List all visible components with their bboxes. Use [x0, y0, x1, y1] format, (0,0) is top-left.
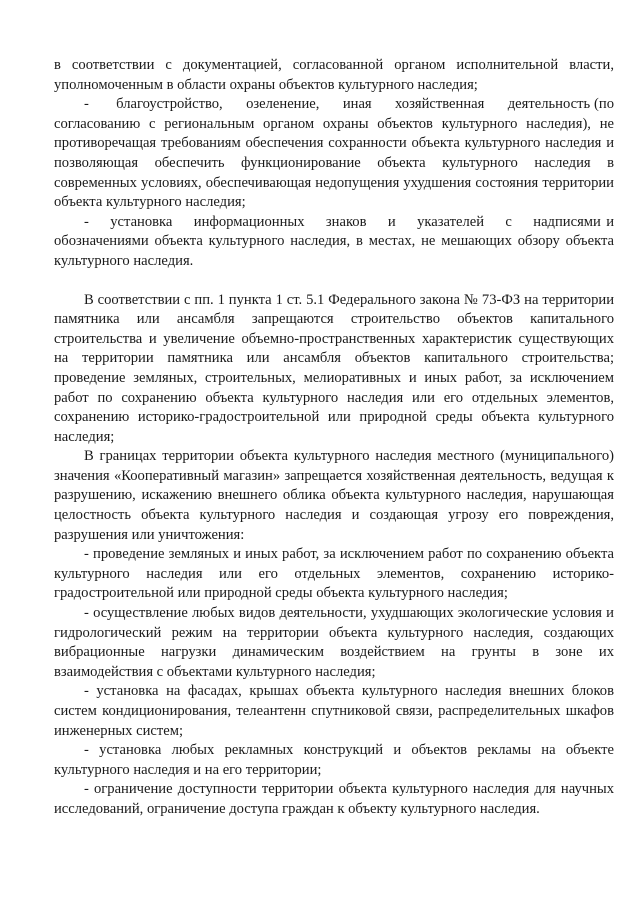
paragraph-continuation: в соответствии с документацией, согласованной органом исполнительной власти, уполномоченным в области охраны объектов культурного наследия; — [54, 57, 614, 93]
list-item-ecology: - осуществление любых видов деятельности, ухудшающих экологические условия и гидрологический режим на территории объекта культурного наследия, создающих вибрационные нагрузки динамическим воздействием на грунты в зоне их взаимодействия с объектами культурного наследия; — [54, 605, 614, 680]
paragraph-gap — [54, 272, 614, 291]
paragraph-federal-law: В соответствии с пп. 1 пункта 1 ст. 5.1 Федерального закона № 73-ФЗ на территории памятника или ансамбля запрещаются строительство объектов капитального строительства и увеличение объемно-пространственных характеристик существующих на территории памятника или ансамбля объектов капитального строительства; проведение земляных, строительных, мелиоративных и иных работ, за исключением работ по сохранению объекта культурного наследия или его отдельных элементов, сохранению историко-градостроительной или природной среды объекта культурного наследия; — [54, 291, 614, 445]
list-item-signage: - установка информационных знаков и указателей с надписями и обозначениями объекта культурного наследия, в местах, не мешающих обзору объекта культурного наследия. — [54, 213, 618, 269]
list-item-advertising: - установка любых рекламных конструкций и объектов рекламы на объекте культурного наследия и на его территории; — [54, 742, 614, 778]
list-item-access: - ограничение доступности территории объекта культурного наследия для научных исследований, ограничение доступа граждан к объекту культурного наследия. — [54, 781, 614, 817]
list-item-facades: - установка на фасадах, крышах объекта культурного наследия внешних блоков систем кондиционирования, телеантенн спутниковой связи, распределительных шкафов инженерных систем; — [54, 683, 614, 739]
list-item-earthworks: - проведение земляных и иных работ, за исключением работ по сохранению объекта культурного наследия или его отдельных элементов, сохранению историко-градостроительной или природной среды объекта культурного наследия; — [54, 546, 614, 602]
document-page — [54, 56, 618, 820]
paragraph-boundaries: В границах территории объекта культурного наследия местного (муниципального) значения «Кооперативный магазин» запрещается хозяйственная деятельность, ведущая к разрушению, искажению внешнего облика объекта культурного наследия, нарушающая целостность объекта культурного наследия и создающая угрозу его повреждения, разрушения или уничтожения: — [54, 448, 614, 543]
list-item-landscaping: - благоустройство, озеленение, иная хозяйственная деятельность (по согласованию с региональным органом охраны объектов культурного наследия), не противоречащая требованиям обеспечения сохранности объекта культурного наследия и позволяющая обеспечить функционирование объекта культурного наследия в современных условиях, обеспечивающая недопущения ухудшения состояния территории объекта культурного наследия; — [54, 96, 618, 211]
